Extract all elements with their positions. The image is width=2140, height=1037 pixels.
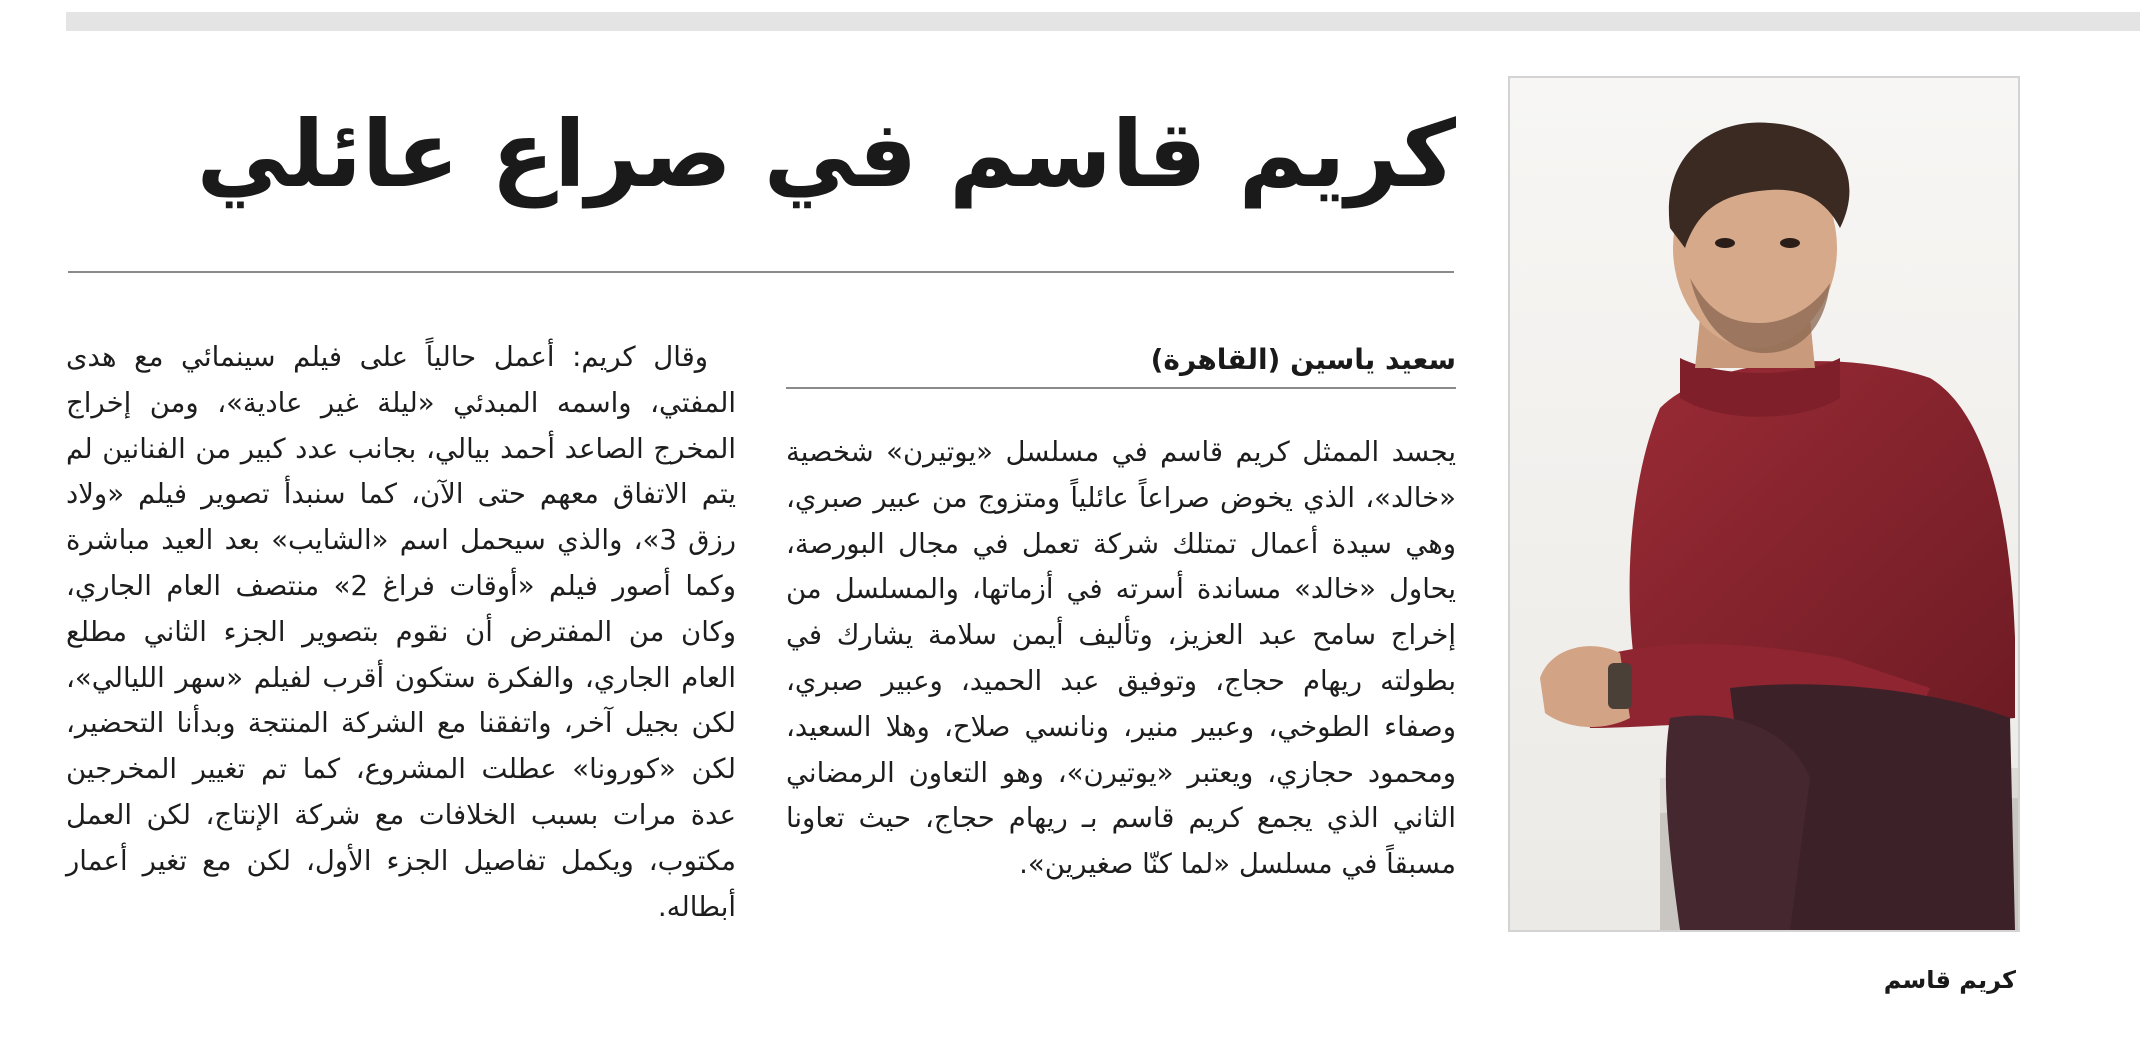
portrait-photo-illustration — [1510, 78, 2018, 930]
byline-divider — [786, 387, 1456, 389]
portrait-photo — [1508, 76, 2020, 932]
article-body-column-right: يجسد الممثل كريم قاسم في مسلسل «يوتيرن» شخصية «خالد»، الذي يخوض صراعاً عائلياً ومتزوج من عبير صبري، وهي سيدة أعمال تمتلك شركة تعمل في مجال البورصة، يحاول «خالد» مساندة أسرته في أزماتها، والمسلسل من إخراج سامح عبد العزيز، وتأليف أيمن سلامة يشارك في بطولته ريهام حجاج، وتوفيق عبد الحميد، وعبير صبري، وصفاء الطوخي، وعبير منير، ونانسي صلاح، وهلا السعيد، ومحمود حجازي، ويعتبر «يوتيرن»، وهو التعاون الرمضاني الثاني الذي يجمع كريم قاسم بـ ريهام حجاج، حيث تعاونا مسبقاً في مسلسل «لما كنّا صغيرين». — [786, 436, 1456, 881]
article-byline: سعيد ياسين (القاهرة) — [1150, 343, 1456, 376]
top-gray-bar — [66, 12, 2140, 31]
article-headline: كريم قاسم في صراع عائلي — [196, 101, 1456, 208]
headline-divider — [68, 271, 1454, 273]
photo-caption: كريم قاسم — [1883, 966, 2016, 994]
article-body-column-left: وقال كريم: أعمل حالياً على فيلم سينمائي مع هدى المفتي، واسمه المبدئي «ليلة غير عادية»، ومن إخراج المخرج الصاعد أحمد بيالي، بجانب عدد كبير من الفنانين لم يتم الاتفاق معهم حتى الآن، كما سنبدأ تصوير فيلم «ولاد رزق 3»، والذي سيحمل اسم «الشايب» بعد العيد مباشرة وكما أصور فيلم «أوقات فراغ 2» منتصف العام الجاري، وكان من المفترض أن نقوم بتصوير الجزء الثاني مطلع العام الجاري، والفكرة ستكون أقرب لفيلم «سهر الليالي»، لكن بجيل آخر، واتفقنا مع الشركة المنتجة وبدأنا التحضير، لكن «كورونا» عطلت المشروع، كما تم تغيير المخرجين عدة مرات بسبب الخلافات مع شركة الإنتاج، لكن العمل مكتوب، ويكمل تفاصيل الجزء الأول، لكن مع تغير أعمار أبطاله. — [66, 341, 737, 923]
